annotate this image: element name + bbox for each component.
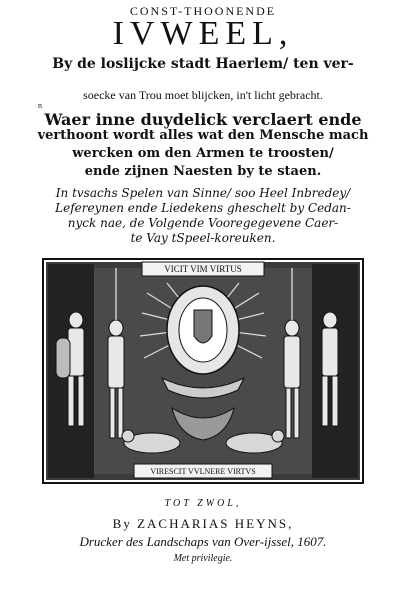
coat-of-arms xyxy=(194,310,212,343)
subtitle-line-8: ende zijnen Naesten by te staen. xyxy=(84,164,322,179)
subtitle-line-5: Waer inne duydelick verclaert ende xyxy=(44,110,362,129)
imprint-printer: By ZACHARIAS HEYNS, xyxy=(112,516,294,531)
left-figure-leg xyxy=(110,388,115,438)
right-figure-leg xyxy=(294,388,299,438)
left-figure-leg xyxy=(118,388,123,438)
description-line-9: In tvsachs Spelen van Sinne/ soo Heel Inbredey/ xyxy=(55,186,351,200)
imprint-place: TOT ZWOL, xyxy=(164,498,242,509)
right-figure-head xyxy=(323,312,337,328)
right-figure-body xyxy=(322,328,338,376)
right-figure-leg xyxy=(332,376,338,426)
reclining-head-left xyxy=(122,430,134,442)
reclining-head-right xyxy=(272,430,284,442)
title-line-4: soecke van Trou moet blijcken, in't licht gebracht. xyxy=(83,88,323,102)
imprint-office: Drucker des Landschaps van Over-ijssel, 1607. xyxy=(79,534,327,549)
bottom-motto: VIRESCIT VVLNERE VIRTVS xyxy=(150,467,256,476)
subtitle-line-6: verthoont wordt alles wat den Mensche mach xyxy=(37,128,369,143)
left-shield xyxy=(56,338,70,378)
title-line-3: By de loslijcke stadt Haerlem/ ten ver- xyxy=(52,56,354,72)
description-line-11: nyck nae, de Volgende Vooregegevene Caer- xyxy=(67,216,339,230)
left-figure-leg xyxy=(78,376,84,426)
left-figure-head xyxy=(69,312,83,328)
woodcut-emblem xyxy=(42,258,364,484)
printer-mark: n xyxy=(38,101,42,110)
right-figure-leg xyxy=(322,376,328,426)
right-figure-head xyxy=(285,320,299,336)
left-figure-leg xyxy=(68,376,74,426)
top-motto: VICIT VIM VIRTUS xyxy=(164,264,242,274)
subtitle-line-7: wercken om den Armen te troosten/ xyxy=(72,146,334,161)
left-figure-body xyxy=(108,336,124,388)
right-figure-leg xyxy=(286,388,291,438)
left-figure-head xyxy=(109,320,123,336)
imprint-privilege: Met privilegie. xyxy=(173,553,233,564)
description-line-12: te Vay tSpeel-koreuken. xyxy=(130,231,276,245)
right-figure-body xyxy=(284,336,300,388)
title-main: IVWEEL, xyxy=(112,15,294,52)
description-line-10: Lefereynen ende Liedekens gheschelt by Cedan- xyxy=(55,201,351,215)
title-line-1: CONST-THOONENDE xyxy=(129,4,277,18)
